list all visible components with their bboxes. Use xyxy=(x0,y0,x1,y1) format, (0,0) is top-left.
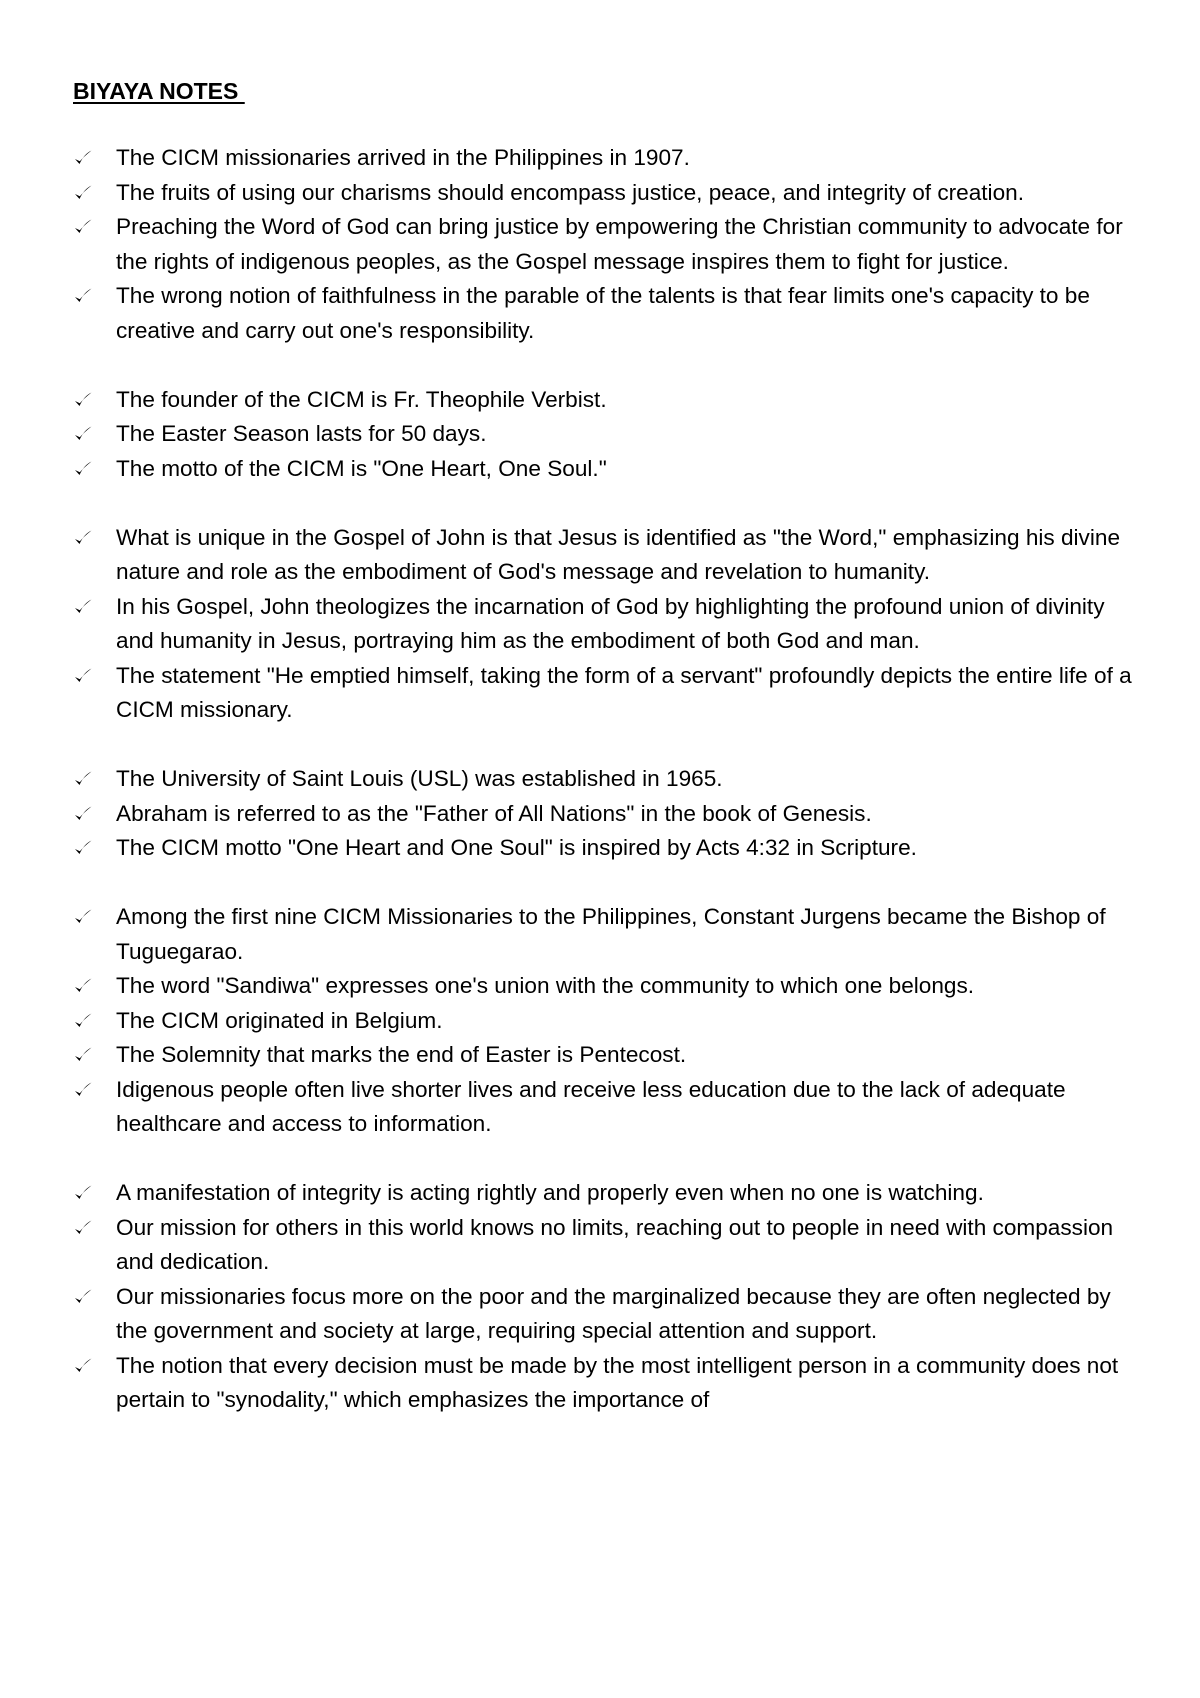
note-text: In his Gospel, John theologizes the incarnation of God by highlighting the profound union of divinity and humanity in Jesus, portraying him as the embodiment of both God and man. xyxy=(116,593,1105,653)
note-item xyxy=(0,797,1200,832)
check-mark-icon xyxy=(73,1287,93,1307)
note-text: The CICM originated in Belgium. xyxy=(116,1007,443,1033)
note-item xyxy=(0,417,1200,452)
note-text: Preaching the Word of God can bring justice by empowering the Christian community to advocate for the rights of indigenous peoples, as the Gospel message inspires them to fight for justice. xyxy=(116,214,1123,274)
note-text: Idigenous people often live shorter lives and receive less education due to the lack of adequate healthcare and access to information. xyxy=(116,1076,1066,1136)
note-text: The fruits of using our charisms should encompass justice, peace, and integrity of creation. xyxy=(116,179,1024,205)
check-mark-icon xyxy=(73,1218,93,1238)
check-mark-icon xyxy=(73,286,93,306)
note-item xyxy=(0,762,1200,797)
check-mark-icon xyxy=(73,769,93,789)
check-mark-icon xyxy=(73,1045,93,1065)
note-item xyxy=(0,210,1200,279)
check-mark-icon xyxy=(73,1011,93,1031)
note-item xyxy=(0,1073,1200,1142)
note-text: Our missionaries focus more on the poor and the marginalized because they are often neglected by the government and society at large, requiring special attention and support. xyxy=(116,1283,1111,1343)
note-text: The motto of the CICM is "One Heart, One Soul." xyxy=(116,455,607,481)
note-text: The founder of the CICM is Fr. Theophile Verbist. xyxy=(116,386,607,412)
note-text: The notion that every decision must be made by the most intelligent person in a community does not pertain to "synodality," which emphasizes the importance of xyxy=(116,1352,1119,1412)
note-text: The statement "He emptied himself, taking the form of a servant" profoundly depicts the entire life of a CICM missionary. xyxy=(116,662,1132,722)
note-item xyxy=(0,279,1200,348)
note-item xyxy=(0,1349,1200,1418)
note-text: A manifestation of integrity is acting rightly and properly even when no one is watching. xyxy=(116,1180,984,1205)
check-mark-icon xyxy=(73,1183,93,1203)
group-spacer xyxy=(0,348,1200,383)
note-item xyxy=(0,141,1200,176)
document-title: BIYAYA NOTES xyxy=(73,78,245,104)
check-mark-icon xyxy=(73,597,93,617)
check-mark-icon xyxy=(73,390,93,410)
check-mark-icon xyxy=(73,459,93,479)
note-item xyxy=(0,1211,1200,1280)
check-mark-icon xyxy=(73,1080,93,1100)
note-text: The University of Saint Louis (USL) was established in 1965. xyxy=(116,766,723,791)
notes-list xyxy=(0,141,1200,1418)
check-mark-icon xyxy=(73,424,93,444)
note-text: What is unique in the Gospel of John is that Jesus is identified as "the Word," emphasizing his divine nature and role as the embodiment of God's message and revelation to humanity. xyxy=(116,524,1121,584)
check-mark-icon xyxy=(73,148,93,168)
group-spacer xyxy=(0,728,1200,763)
note-item xyxy=(0,831,1200,866)
note-item xyxy=(0,521,1200,590)
note-item xyxy=(0,452,1200,487)
note-text: The CICM missionaries arrived in the Philippines in 1907. xyxy=(116,145,690,170)
note-text: The CICM motto "One Heart and One Soul" is inspired by Acts 4:32 in Scripture. xyxy=(116,835,917,860)
note-item xyxy=(0,1004,1200,1039)
note-item xyxy=(0,1280,1200,1349)
note-text: The word "Sandiwa" expresses one's union with the community to which one belongs. xyxy=(116,973,975,998)
note-text: Our mission for others in this world knows no limits, reaching out to people in need with compassion and dedication. xyxy=(116,1214,1114,1274)
note-text: The Solemnity that marks the end of Easter is Pentecost. xyxy=(116,1042,687,1067)
note-item xyxy=(0,659,1200,728)
note-item xyxy=(0,1176,1200,1211)
note-item xyxy=(0,1038,1200,1073)
note-text: The wrong notion of faithfulness in the parable of the talents is that fear limits one's capacity to be creative and carry out one's responsibility. xyxy=(116,283,1090,343)
check-mark-icon xyxy=(73,838,93,858)
note-text: The Easter Season lasts for 50 days. xyxy=(116,421,487,446)
note-item xyxy=(0,176,1200,211)
check-mark-icon xyxy=(73,1356,93,1376)
check-mark-icon xyxy=(73,183,93,203)
note-text: Abraham is referred to as the "Father of All Nations" in the book of Genesis. xyxy=(116,800,872,826)
note-item xyxy=(0,383,1200,418)
check-mark-icon xyxy=(73,528,93,548)
check-mark-icon xyxy=(73,804,93,824)
note-item xyxy=(0,590,1200,659)
check-mark-icon xyxy=(73,907,93,927)
note-item xyxy=(0,969,1200,1004)
check-mark-icon xyxy=(73,217,93,237)
note-text: Among the first nine CICM Missionaries to the Philippines, Constant Jurgens became the Bishop of Tuguegarao. xyxy=(116,904,1106,964)
group-spacer xyxy=(0,866,1200,901)
note-item xyxy=(0,900,1200,969)
group-spacer xyxy=(0,486,1200,521)
group-spacer xyxy=(0,1142,1200,1177)
check-mark-icon xyxy=(73,976,93,996)
check-mark-icon xyxy=(73,666,93,686)
